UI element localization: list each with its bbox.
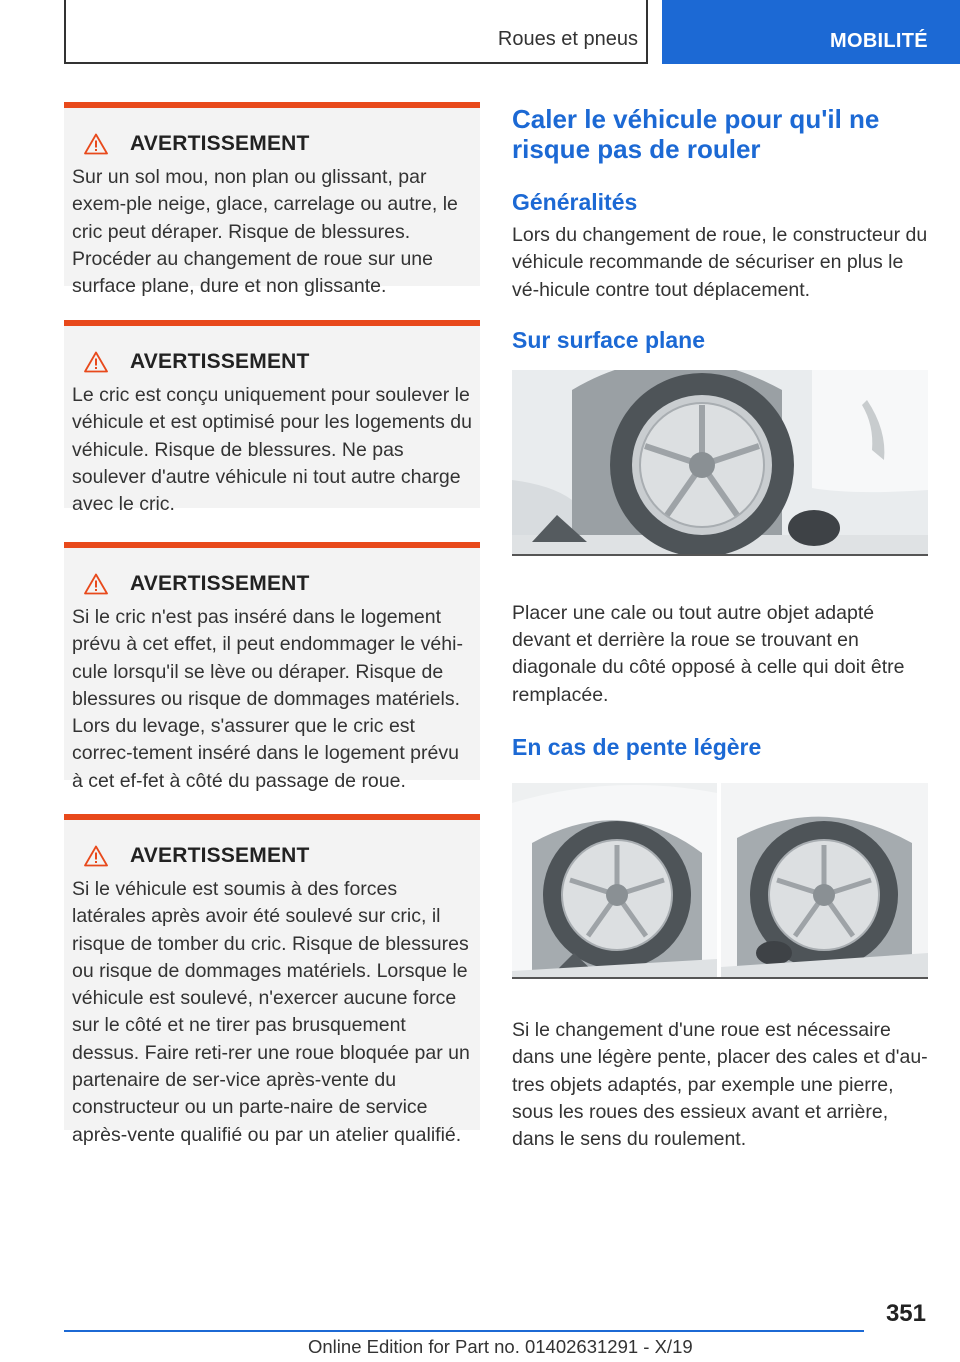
- warning-triangle-icon: [84, 351, 108, 373]
- heading-flat-surface: Sur surface plane: [512, 326, 706, 353]
- warning-triangle-icon: [84, 133, 108, 155]
- warning-text: Sur un sol mou, non plan ou glissant, par exem-ple neige, glace, carrelage ou autre, le cric peut déraper. Risque de blessures. Procéder au changement de roue sur une surface plane, dure et non glissante.: [72, 166, 458, 298]
- general-text: Lors du changement de roue, le constructeur du véhicule recommande de sécuriser en plus le vé-hicule contre tout déplacement.: [512, 224, 928, 301]
- chapter-label: MOBILITÉ: [830, 30, 928, 52]
- page-number: 351: [885, 1300, 926, 1327]
- warning-box: [64, 320, 480, 516]
- warning-triangle-icon: [84, 573, 108, 595]
- edition-footer: Online Edition for Part no. 01402631291 - X/19: [308, 1336, 693, 1357]
- slope-text: Si le changement d'une roue est nécessaire dans une légère pente, placer des cales et d'au-tres objets adaptés, par exemple une pierre, sous les roues des essieux avant et arrière, dans le sens du roulement.: [512, 1019, 928, 1151]
- warning-title: AVERTISSEMENT: [130, 132, 310, 155]
- heading-slight-slope: En cas de pente légère: [512, 734, 762, 761]
- flat-surface-text: Placer une cale ou tout autre objet adapté devant et derrière la roue se trouvant en diagonale du côté opposé à celle qui doit être remplacée.: [512, 601, 905, 706]
- chapter-tab[interactable]: [662, 0, 960, 64]
- warning-title: AVERTISSEMENT: [130, 350, 310, 373]
- slope-wheels-image: [512, 783, 928, 977]
- flat-surface-wheel-image: [512, 370, 928, 554]
- warnings-column: [64, 102, 480, 1160]
- warning-header: [72, 132, 472, 156]
- page-title: Caler le véhicule pour qu'il ne risque pas de rouler: [512, 104, 880, 164]
- image-divider: [512, 977, 928, 979]
- footer-divider: [64, 1330, 864, 1332]
- warning-box: [64, 814, 480, 1146]
- warning-text: Si le cric n'est pas inséré dans le logement prévu à cet effet, il peut endommager le véhi-cule lorsqu'il se lève ou déraper. Risque de blessures ou risque de dommages matériels. Lors du levage, s'assurer que le cric est correc-tement inséré dans le logement prévu à cet ef-fet à côté du passage de roue.: [72, 606, 463, 792]
- heading-general: Généralités: [512, 189, 638, 215]
- main-column: [512, 104, 928, 1154]
- warning-box: [64, 102, 480, 298]
- warning-header: [72, 844, 472, 868]
- warning-text: Si le véhicule est soumis à des forces latérales après avoir été soulevé sur cric, il risque de tomber du cric. Risque de blessures ou risque de dommages matériels. Lorsque le véhicule est soulevé, n'exercer aucune force sur le côté et ne tirer pas brusquement dessus. Faire reti-rer une roue bloquée par un partenaire de ser-vice après-vente du constructeur ou un parte-naire de service après-vente qualifié ou par un atelier qualifié.: [72, 878, 470, 1146]
- warning-text: Le cric est conçu uniquement pour soulever le véhicule et est optimisé pour les logements du véhicule. Risque de blessures. Ne pas soulever d'autre véhicule ni tout autre charge avec le cric.: [72, 384, 472, 516]
- warning-triangle-icon: [84, 845, 108, 867]
- warning-box: [64, 542, 480, 792]
- warning-title: AVERTISSEMENT: [130, 844, 310, 867]
- warning-header: [72, 350, 472, 374]
- warning-header: [72, 572, 472, 596]
- section-title: Roues et pneus: [497, 28, 638, 50]
- image-divider: [512, 554, 928, 556]
- warning-title: AVERTISSEMENT: [130, 572, 310, 595]
